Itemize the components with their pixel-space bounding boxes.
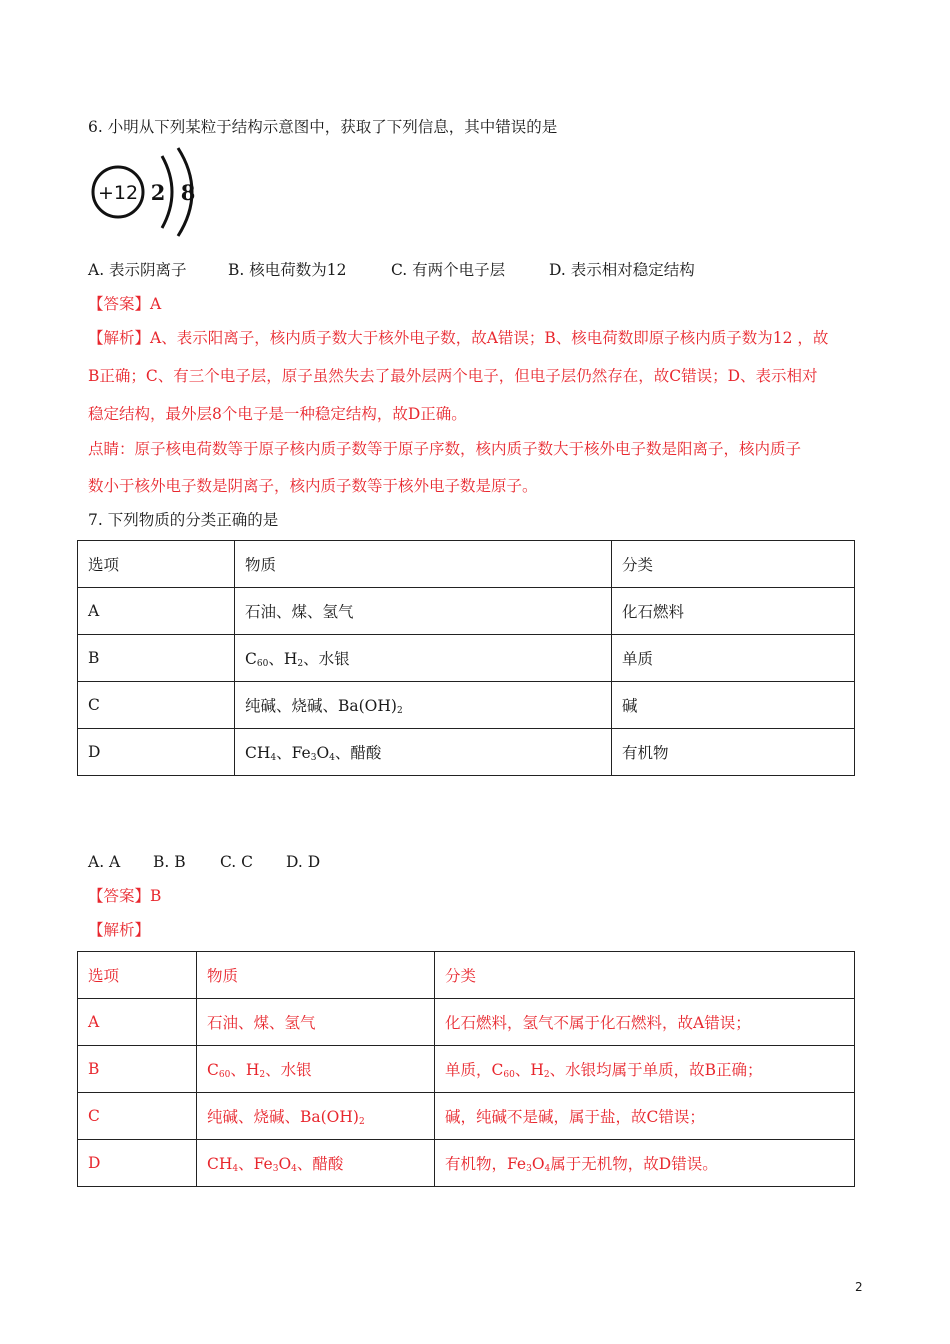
cell-option: A xyxy=(78,588,235,635)
header-category: 分类 xyxy=(612,541,855,588)
header-option: 选项 xyxy=(78,952,197,999)
option-d: D. D xyxy=(286,853,321,871)
header-substance: 物质 xyxy=(197,952,435,999)
cell-option: D xyxy=(78,1140,197,1187)
question-7-answer: 【答案】B xyxy=(88,887,162,905)
option-d: D. 表示相对稳定结构 xyxy=(549,261,695,279)
table-row xyxy=(78,682,855,729)
question-7-stem: 7. 下列物质的分类正确的是 xyxy=(88,511,279,529)
option-b: B. 核电荷数为12 xyxy=(228,261,347,279)
cell-option: C xyxy=(78,1093,197,1140)
option-c: C. 有两个电子层 xyxy=(391,261,506,279)
cell-option: D xyxy=(78,729,235,776)
tip-line: 点睛：原子核电荷数等于原子核内质子数等于原子序数，核内质子数大于核外电子数是阳离子，核内质子 xyxy=(88,440,802,458)
classification-table xyxy=(77,540,855,776)
cell-option: A xyxy=(78,999,197,1046)
atomic-structure-diagram xyxy=(88,144,208,240)
analysis-line: 【解析】A、表示阳离子，核内质子数大于核外电子数，故A错误；B、核电荷数即原子核内质子数为12 ，故 xyxy=(88,329,829,347)
option-a: A. 表示阴离子 xyxy=(88,261,187,279)
cell-category: 单质 xyxy=(612,635,855,682)
header-category: 分类 xyxy=(435,952,855,999)
table-header-row xyxy=(78,541,855,588)
analysis-table xyxy=(77,951,855,1187)
header-substance: 物质 xyxy=(235,541,612,588)
table-row xyxy=(78,999,855,1046)
cell-category: 化石燃料 xyxy=(612,588,855,635)
table-row xyxy=(78,1140,855,1187)
question-6-stem: 6. 小明从下列某粒于结构示意图中，获取了下列信息，其中错误的是 xyxy=(88,118,558,136)
cell-substance: $C_{60}$、$H_2$、水银 xyxy=(235,635,612,682)
analysis-line: 稳定结构，最外层8个电子是一种稳定结构，故D正确。 xyxy=(88,405,467,423)
table-row xyxy=(78,1093,855,1140)
cell-substance: $CH_4$、$Fe_3O_4$、醋酸 xyxy=(197,1140,435,1187)
cell-explanation: 碱，纯碱不是碱，属于盐，故C错误； xyxy=(435,1093,855,1140)
cell-substance: 石油、煤、氢气 xyxy=(235,588,612,635)
analysis-line: B正确；C、有三个电子层，原子虽然失去了最外层两个电子，但电子层仍然存在，故C错误；D、表示相对 xyxy=(88,367,818,385)
cell-explanation: 化石燃料，氢气不属于化石燃料，故A错误； xyxy=(435,999,855,1046)
cell-substance: 石油、煤、氢气 xyxy=(197,999,435,1046)
table-row xyxy=(78,1046,855,1093)
cell-substance: $CH_4$、$Fe_3O_4$、醋酸 xyxy=(235,729,612,776)
tip-line: 数小于核外电子数是阴离子，核内质子数等于核外电子数是原子。 xyxy=(88,477,538,495)
option-b: B. B xyxy=(153,853,186,871)
shell-1-electrons: 2 xyxy=(150,180,166,205)
cell-category: 有机物 xyxy=(612,729,855,776)
cell-explanation: 单质，$C_{60}$、$H_2$、水银均属于单质，故B正确； xyxy=(435,1046,855,1093)
option-a: A. A xyxy=(88,853,121,871)
option-c: C. C xyxy=(220,853,254,871)
question-7-analysis-title: 【解析】 xyxy=(88,921,151,939)
nucleus-charge: +12 xyxy=(97,182,139,204)
cell-option: B xyxy=(78,635,235,682)
page-number: 2 xyxy=(855,1280,863,1294)
header-option: 选项 xyxy=(78,541,235,588)
table-row xyxy=(78,635,855,682)
cell-explanation: 有机物，$Fe_3O_4$属于无机物，故D错误。 xyxy=(435,1140,855,1187)
cell-category: 碱 xyxy=(612,682,855,729)
question-7-options xyxy=(88,852,320,872)
table-row xyxy=(78,588,855,635)
cell-substance: $C_{60}$、$H_2$、水银 xyxy=(197,1046,435,1093)
table-row xyxy=(78,729,855,776)
cell-substance: 纯碱、烧碱、$Ba(OH)_2$ xyxy=(235,682,612,729)
table-header-row xyxy=(78,952,855,999)
cell-option: C xyxy=(78,682,235,729)
question-6-answer: 【答案】A xyxy=(88,295,162,313)
question-6-options xyxy=(88,260,695,280)
cell-substance: 纯碱、烧碱、$Ba(OH)_2$ xyxy=(197,1093,435,1140)
cell-option: B xyxy=(78,1046,197,1093)
shell-2-electrons: 8 xyxy=(180,180,196,205)
